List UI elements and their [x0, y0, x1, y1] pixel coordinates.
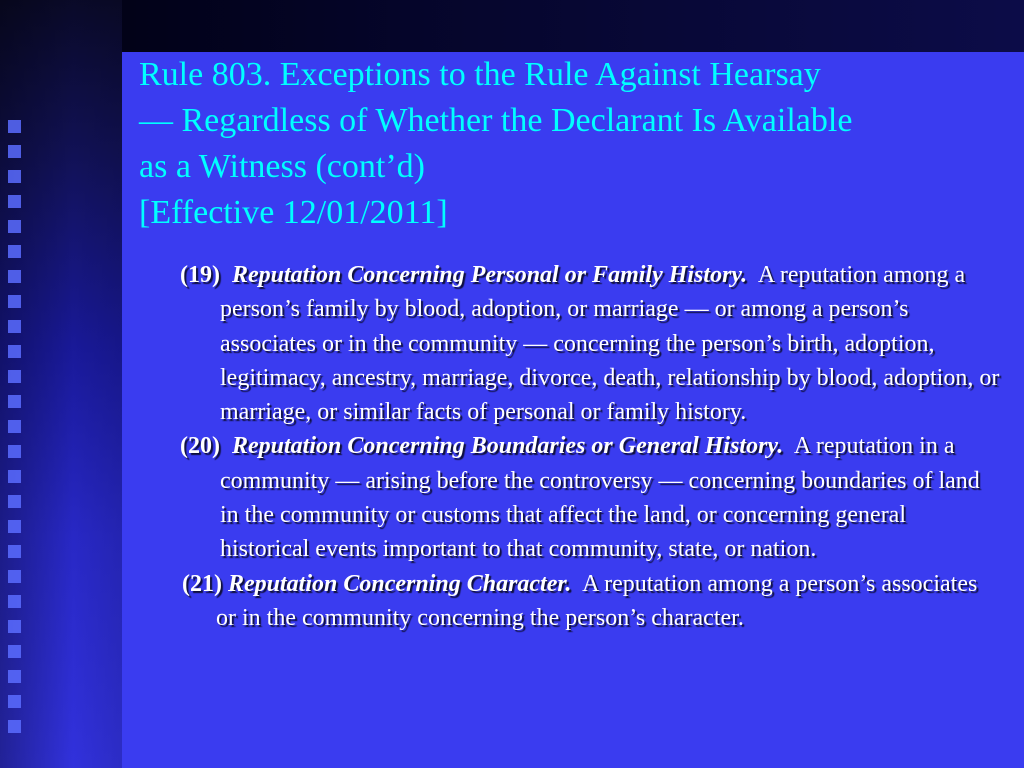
- square-decoration: [8, 370, 21, 383]
- square-decoration: [8, 170, 21, 183]
- square-decoration: [8, 420, 21, 433]
- square-decoration: [8, 270, 21, 283]
- item-text: A reputation in a community — arising before the controversy — concerning boundaries of land in the community or customs that affect the land, or concerning general historical events important to that community, state, or nation.: [220, 433, 980, 563]
- square-decoration: [8, 145, 21, 158]
- title-line: as a Witness (cont’d): [139, 148, 425, 185]
- square-decoration: [8, 595, 21, 608]
- square-decoration: [8, 670, 21, 683]
- square-decoration: [8, 470, 21, 483]
- item-number: (19): [180, 262, 220, 288]
- item-heading: Reputation Concerning Boundaries or General History.: [231, 433, 784, 460]
- square-decoration: [8, 495, 21, 508]
- square-decoration: [8, 520, 21, 533]
- square-decoration: [8, 620, 21, 633]
- square-decoration: [8, 570, 21, 583]
- title-line: Rule 803. Exceptions to the Rule Against Hearsay: [139, 56, 821, 93]
- top-band: [0, 0, 1024, 52]
- item-number: (20): [180, 433, 220, 460]
- rule-item-21: [180, 567, 1000, 636]
- rule-item-20: [180, 429, 1000, 566]
- square-decoration: [8, 345, 21, 358]
- item-heading: Reputation Concerning Character.: [227, 570, 572, 597]
- square-decoration: [8, 645, 21, 658]
- square-decoration: [8, 545, 21, 558]
- title-line: — Regardless of Whether the Declarant Is Available: [139, 102, 853, 139]
- item-text: A reputation among a person’s family by blood, adoption, or marriage — or among a person’s associates or in the community — concerning the person’s birth, adoption, legitimacy, ancestry, marriage, divorce, death, relationship by blood, adoption, or marriage, or similar facts of personal or family history.: [220, 262, 1000, 426]
- square-decoration: [8, 245, 21, 258]
- square-decoration: [8, 120, 21, 133]
- slide-title: [139, 52, 999, 236]
- item-heading: Reputation Concerning Personal or Family History.: [231, 262, 748, 288]
- rule-items-list: [180, 258, 1000, 635]
- square-decoration: [8, 695, 21, 708]
- square-decoration: [8, 320, 21, 333]
- square-decoration: [8, 395, 21, 408]
- square-decoration: [8, 220, 21, 233]
- square-decoration: [8, 445, 21, 458]
- square-decoration: [8, 295, 21, 308]
- rule-item-19: [180, 258, 1000, 429]
- item-number: (21): [182, 570, 222, 597]
- title-line: [Effective 12/01/2011]: [139, 194, 448, 231]
- square-decoration: [8, 720, 21, 733]
- square-decoration: [8, 195, 21, 208]
- left-decorative-strip: [0, 0, 122, 768]
- decorative-squares: [8, 120, 24, 745]
- item-text: A reputation among a person’s associates or in the community concerning the person’s character.: [216, 570, 978, 631]
